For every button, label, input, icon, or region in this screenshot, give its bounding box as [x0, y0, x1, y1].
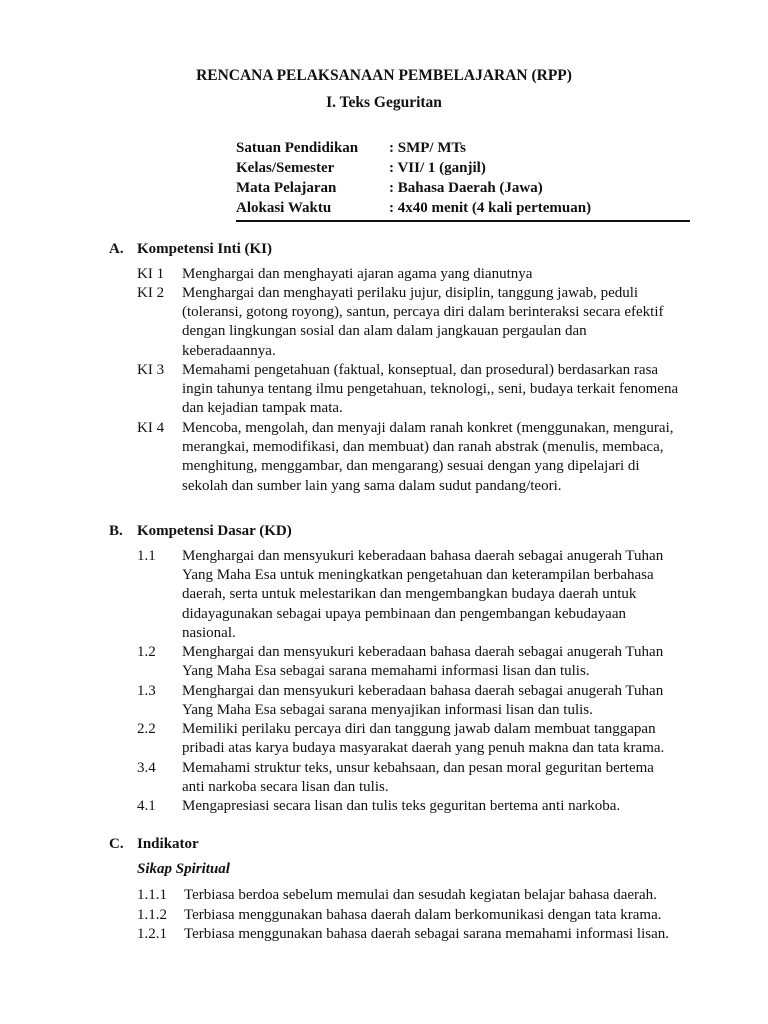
indicator-item [137, 925, 697, 944]
section-a-title: Kompetensi Inti (KI) [137, 241, 272, 257]
kd-code: 1.1 [137, 548, 156, 564]
info-divider [236, 220, 690, 222]
kd-text-line: Yang Maha Esa sebagai sarana menyajikan informasi lisan dan tulis. [182, 702, 593, 719]
info-value: : VII/ 1 (ganjil) [389, 160, 486, 176]
kd-item [137, 759, 697, 797]
kd-text-line: nasional. [182, 624, 236, 641]
ki-code: KI 3 [137, 362, 165, 378]
kd-text-line: didayagunakan sebagai upaya pembinaan dan pengembangan kebudayaan [182, 605, 626, 622]
ki-item [137, 284, 697, 361]
info-table [236, 138, 690, 218]
kd-text-line: Menghargai dan mensyukuri keberadaan bahasa daerah sebagai anugerah Tuhan [182, 683, 664, 699]
kd-text-line: Memahami struktur teks, unsur kebahsaan, dan pesan moral geguritan bertema [182, 760, 654, 776]
info-value: : 4x40 menit (4 kali pertemuan) [389, 200, 592, 216]
kd-item [137, 682, 697, 720]
info-row [236, 138, 690, 158]
indicator-code: 1.1.2 [137, 907, 167, 923]
ki-text-line: menghitung, menggambar, dan mengarang) sesuai dengan yang dipelajari di [182, 458, 640, 475]
kd-item [137, 547, 697, 643]
indicator-text: Terbiasa berdoa sebelum memulai dan sesudah kegiatan belajar bahasa daerah. [184, 887, 657, 903]
ki-text-line: Memahami pengetahuan (faktual, konseptual, dan prosedural) berdasarkan rasa [182, 362, 659, 378]
kd-item [137, 643, 697, 681]
document-title: RENCANA PELAKSANAAN PEMBELAJARAN (RPP) [196, 67, 572, 84]
kd-text-line: pribadi atas karya budaya masyarakat daerah yang penuh makna dan tata krama. [182, 740, 665, 757]
kd-text-line: daerah, serta untuk melestarikan dan mengembangkan budaya daerah untuk [182, 586, 637, 603]
document-subtitle: I. Teks Geguritan [326, 94, 442, 111]
kd-text-line: Yang Maha Esa sebagai sarana memahami informasi lisan dan tulis. [182, 663, 590, 680]
ki-text-line: Menghargai dan menghayati perilaku jujur, disiplin, tanggung jawab, peduli [182, 285, 639, 301]
kd-text-line: Menghargai dan mensyukuri keberadaan bahasa daerah sebagai anugerah Tuhan [182, 548, 664, 564]
section-a-letter: A. [109, 241, 124, 257]
kd-item [137, 720, 697, 758]
info-value: : Bahasa Daerah (Jawa) [389, 180, 543, 196]
kd-code: 4.1 [137, 798, 156, 814]
ki-code: KI 4 [137, 420, 165, 436]
section-c-letter: C. [109, 836, 124, 852]
kd-text-line: Menghargai dan mensyukuri keberadaan bahasa daerah sebagai anugerah Tuhan [182, 644, 664, 660]
indicator-text: Terbiasa menggunakan bahasa daerah sebagai sarana memahami informasi lisan. [184, 926, 670, 942]
ki-code: KI 2 [137, 285, 165, 301]
indicator-code: 1.1.1 [137, 887, 167, 903]
kd-item [137, 797, 697, 816]
indicator-text: Terbiasa menggunakan bahasa daerah dalam berkomunikasi dengan tata krama. [184, 907, 662, 923]
indicator-item [137, 906, 697, 925]
ki-code: KI 1 [137, 266, 165, 282]
ki-text-line: (toleransi, gotong royong), santun, percaya diri dalam berinteraksi secara efektif [182, 304, 664, 321]
info-row [236, 158, 690, 178]
kd-text-line: anti narkoba secara lisan dan tulis. [182, 779, 389, 796]
ki-item [137, 419, 697, 496]
ki-text-line: Mencoba, mengolah, dan menyaji dalam ranah konkret (menggunakan, mengurai, [182, 420, 674, 436]
indicator-code: 1.2.1 [137, 926, 167, 942]
ki-text-line: ingin tahunya tentang ilmu pengetahuan, teknologi,, seni, budaya terkait fenomena [182, 381, 679, 398]
section-b-letter: B. [109, 523, 123, 539]
ki-text-line: keberadaannya. [182, 342, 276, 359]
ki-text-line: sekolah dan sumber lain yang sama dalam sudut pandang/teori. [182, 477, 562, 494]
kd-code: 1.3 [137, 683, 156, 699]
indicator-item [137, 886, 697, 905]
section-b-title: Kompetensi Dasar (KD) [137, 523, 292, 539]
info-value: : SMP/ MTs [389, 140, 466, 156]
info-label: Kelas/Semester [236, 160, 335, 176]
section-c-title: Indikator [137, 836, 199, 852]
kd-code: 2.2 [137, 721, 156, 737]
ki-item [137, 265, 697, 284]
ki-text-line: Menghargai dan menghayati ajaran agama yang dianutnya [182, 266, 533, 282]
ki-text-line: dengan lingkungan sosial dan alam dalam jangkauan pergaulan dan [182, 323, 587, 340]
info-label: Alokasi Waktu [236, 200, 332, 216]
kd-text-line: Yang Maha Esa untuk meningkatkan pengetahuan dan keterampilan berbahasa [182, 567, 654, 584]
info-row [236, 178, 690, 198]
kd-code: 3.4 [137, 760, 156, 776]
info-label: Satuan Pendidikan [236, 140, 359, 156]
kd-code: 1.2 [137, 644, 156, 660]
indicator-subheading: Sikap Spiritual [137, 861, 230, 877]
ki-text-line: merangkai, memodifikasi, dan membuat) dan ranah abstrak (menulis, membaca, [182, 439, 664, 456]
kd-text-line: Mengapresiasi secara lisan dan tulis teks geguritan bertema anti narkoba. [182, 798, 621, 814]
ki-item [137, 361, 697, 419]
kd-text-line: Memiliki perilaku percaya diri dan tanggung jawab dalam membuat tanggapan [182, 721, 656, 737]
info-row [236, 198, 690, 218]
ki-text-line: dan kejadian tampak mata. [182, 400, 343, 417]
info-label: Mata Pelajaran [236, 180, 337, 196]
